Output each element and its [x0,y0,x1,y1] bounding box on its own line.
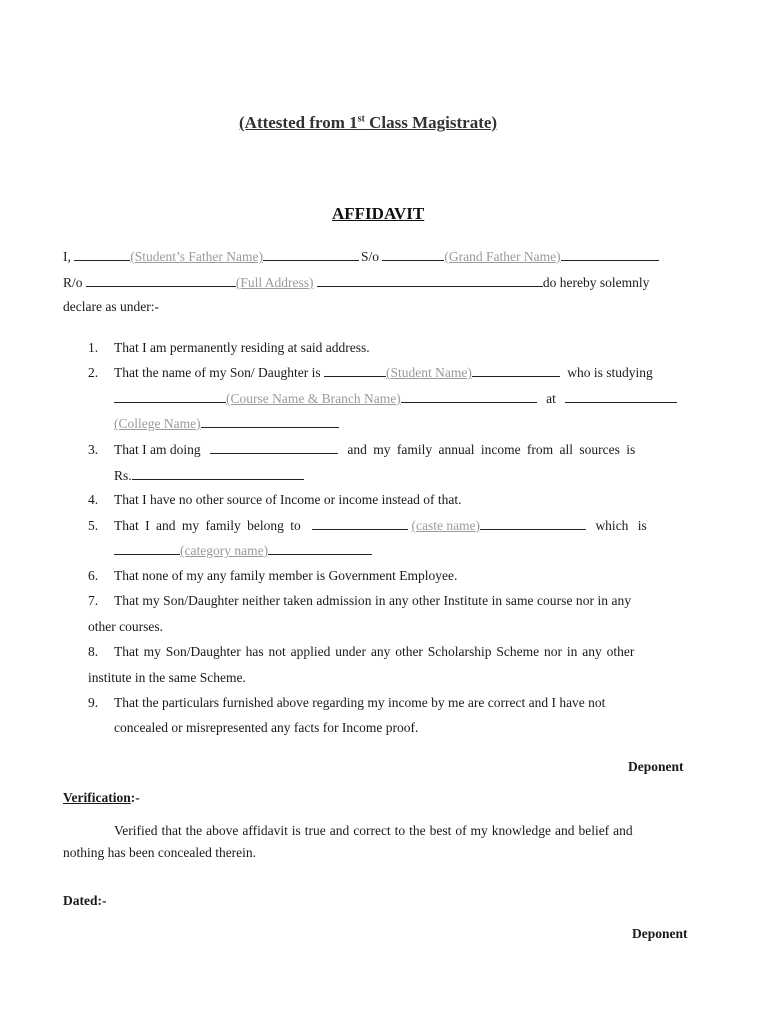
grandfather-blank-post[interactable] [561,248,659,261]
item-number: 7. [88,593,99,608]
item-number: 6. [88,568,99,583]
deponent-signature-1: Deponent [628,759,684,774]
list-item-2 [88,364,710,381]
list-item-8 [88,644,710,660]
list-item-9 [88,695,605,711]
item-text: That I and my family belong to [114,518,301,533]
list-item-3-line-2 [114,467,304,484]
list-item-2-line-3 [114,415,339,432]
ro-label: R/o [63,275,83,290]
rs-label: Rs. [114,468,132,483]
item-text: That the name of my Son/ Daughter is [114,365,321,380]
item-text: That my Son/Daughter has not applied under any other Scholarship Scheme nor in any other [114,644,635,659]
category-field[interactable]: (category name) [180,543,269,558]
list-item-8-line-2: institute in the same Scheme. [88,670,246,685]
deponent-signature-2: Deponent [632,926,688,941]
item-number: 2. [88,365,99,380]
item-text: That I am doing [114,442,201,457]
grandfather-name-field[interactable]: (Grand Father Name) [444,249,561,264]
verification-suffix: :- [130,790,140,805]
attested-sup: st [357,113,365,125]
item-number: 1. [88,340,99,355]
student-name-field[interactable]: (Student Name) [385,365,472,380]
intro-line-1 [63,248,711,265]
attested-prefix: (Attested from 1 [239,113,358,132]
verification-text-line-2: nothing has been concealed therein. [63,845,257,860]
declare-text: declare as under:- [63,299,159,314]
item-text: and my family annual income from all sources is [347,442,636,457]
item-text: That I have no other source of Income or income instead of that. [114,492,462,507]
attested-suffix: Class Magistrate) [364,113,498,132]
verification-heading [63,790,140,806]
list-item-9-line-2: concealed or misrepresented any facts for Income proof. [114,720,419,735]
category-blank-post[interactable] [268,542,372,555]
item-text: That the particulars furnished above regarding my income by me are correct and I have not [114,695,606,710]
income-blank[interactable] [132,467,304,480]
course-blank-pre[interactable] [114,390,226,403]
item-text: which is [595,518,647,533]
student-blank-post[interactable] [472,364,560,377]
list-item-7-line-2: other courses. [88,619,163,634]
college-field[interactable]: (College Name) [114,416,201,431]
item-number: 3. [88,442,99,457]
list-item-4 [88,492,462,508]
verification-label: Verification [63,790,131,805]
address-blank-post[interactable] [317,274,543,287]
list-item-5 [88,517,710,534]
caste-field[interactable]: (caste name) [411,518,481,533]
document-title: AFFIDAVIT [332,204,425,223]
address-field[interactable]: (Full Address) [235,275,314,290]
dated-label: Dated:- [63,893,107,908]
student-blank-pre[interactable] [324,364,386,377]
list-item-6 [88,568,457,584]
list-item-2-line-2 [114,390,677,407]
at-blank[interactable] [565,390,677,403]
i-label: I, [63,249,71,264]
grandfather-blank-pre[interactable] [382,248,444,261]
caste-blank-pre[interactable] [312,517,408,530]
item-number: 5. [88,518,99,533]
item-text: That my Son/Daughter neither taken admission in any other Institute in same course nor in any [114,593,632,608]
list-item-5-line-2 [114,542,372,559]
attested-header [239,113,497,133]
category-blank-pre[interactable] [114,542,180,555]
item-number: 8. [88,644,99,659]
address-blank-pre[interactable] [86,274,236,287]
verification-text-line-1: Verified that the above affidavit is true and correct to the best of my knowledge and belief and [114,823,633,838]
father-name-blank-post[interactable] [263,248,359,261]
item-number: 9. [88,695,99,710]
solemn-text: do hereby solemnly [542,275,650,290]
item-text: who is studying [567,365,653,380]
item-number: 4. [88,492,99,507]
so-label: S/o [360,249,379,264]
list-item-7 [88,593,710,609]
item-text: That I am permanently residing at said address. [114,340,370,355]
at-label: at [546,391,556,406]
list-item-3 [88,441,710,458]
college-blank-post[interactable] [201,415,339,428]
caste-blank-post[interactable] [480,517,586,530]
list-item-1 [88,340,370,356]
intro-line-2 [63,274,713,291]
father-name-blank-pre[interactable] [74,248,130,261]
course-field[interactable]: (Course Name & Branch Name) [226,391,401,406]
occupation-blank[interactable] [210,441,338,454]
course-blank-post[interactable] [401,390,537,403]
item-text: That none of my any family member is Government Employee. [114,568,458,583]
father-name-field[interactable]: (Student’s Father Name) [130,249,263,264]
